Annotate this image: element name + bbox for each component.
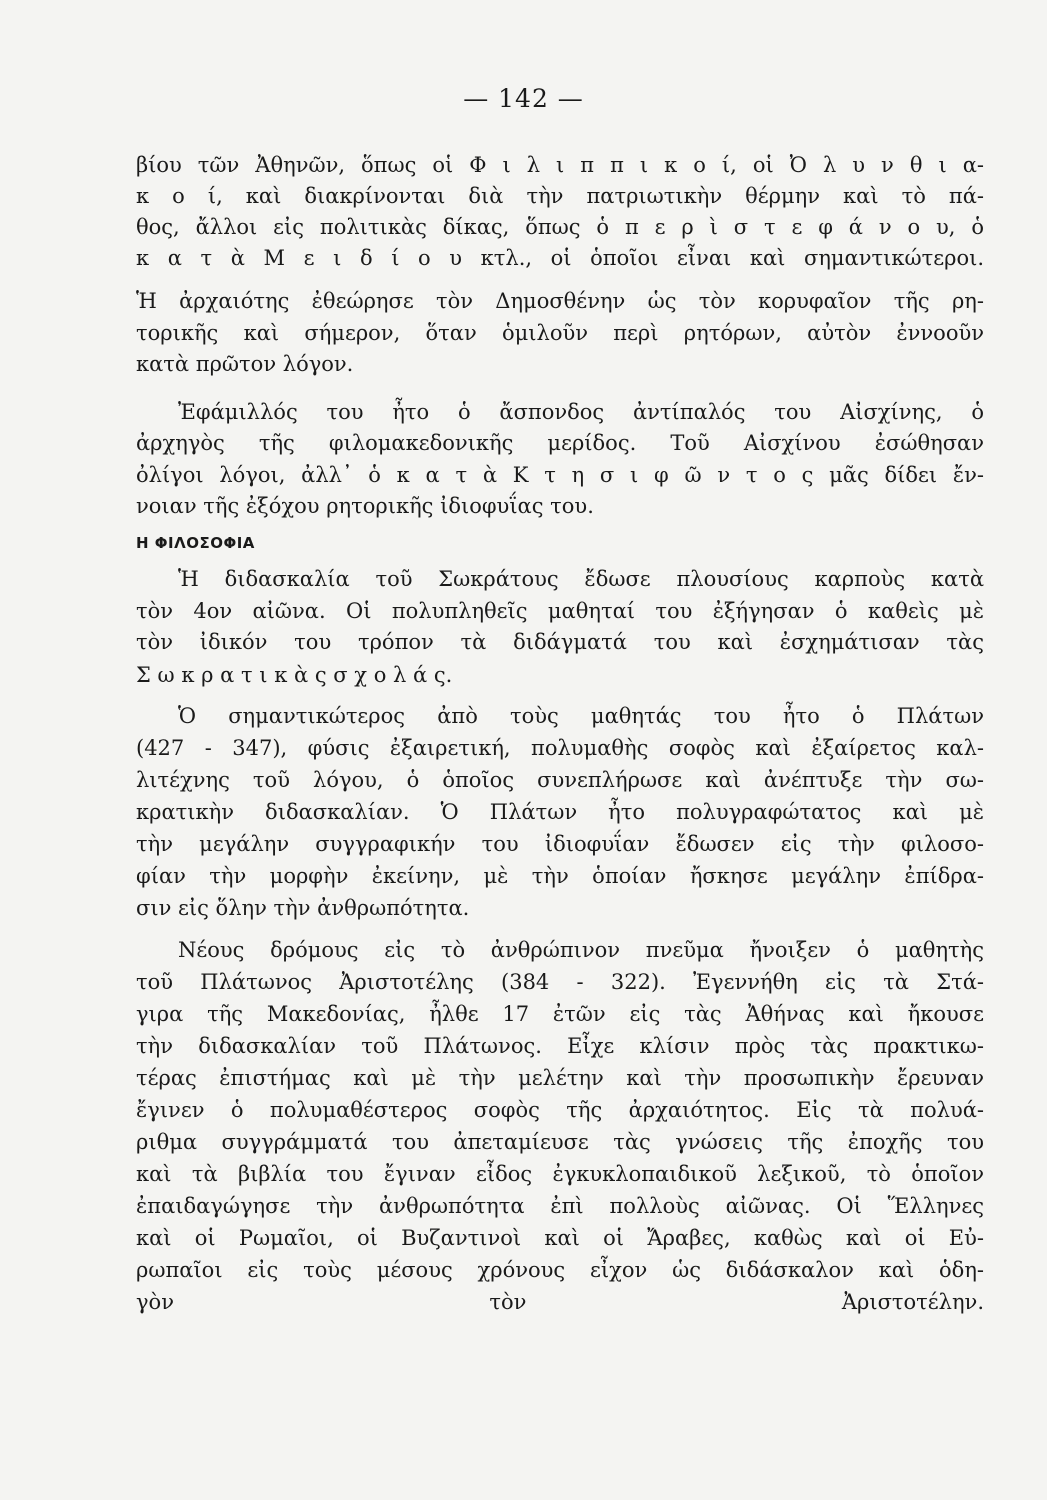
- text-line: Ἡ διδασκαλία τοῦ Σωκράτους ἔδωσε πλουσίους καρποὺς κατὰ: [178, 567, 984, 591]
- text-line: ἀρχηγὸς τῆς φιλομακεδονικῆς μερίδος. Τοῦ Αἰσχίνου ἐσώθησαν: [136, 431, 984, 455]
- text-line: τοῦ Πλάτωνος Ἀριστοτέλης (384 - 322). Ἐγεννήθη εἰς τὰ Στά-: [136, 970, 984, 994]
- text-line: Ὁ σημαντικώτερος ἀπὸ τοὺς μαθητάς του ἦτο ὁ Πλάτων: [178, 704, 984, 728]
- text-line: φίαν τὴν μορφὴν ἐκείνην, μὲ τὴν ὁποίαν ἤσκησε μεγάλην ἐπίδρα-: [136, 864, 984, 888]
- text-line: τὴν διδασκαλίαν τοῦ Πλάτωνος. Εἶχε κλίσιν πρὸς τὰς πρακτικω-: [136, 1034, 984, 1058]
- text-line: γιρα τῆς Μακεδονίας, ἦλθε 17 ἐτῶν εἰς τὰς Ἀθήνας καὶ ἤκουσε: [136, 1002, 984, 1026]
- text-line: Νέους δρόμους εἰς τὸ ἀνθρώπινον πνεῦμα ἤνοιξεν ὁ μαθητὴς: [178, 938, 984, 962]
- text-line: Ἡ ἀρχαιότης ἐθεώρησε τὸν Δημοσθένην ὡς τὸν κορυφαῖον τῆς ρη-: [136, 289, 984, 313]
- text-line: λιτέχνης τοῦ λόγου, ὁ ὁποῖος συνεπλήρωσε καὶ ἀνέπτυξε τὴν σω-: [136, 768, 984, 792]
- text-line: τὴν μεγάλην συγγραφικήν του ἰδιοφυΐαν ἔδωσεν εἰς τὴν φιλοσο-: [136, 832, 984, 856]
- text-line: ἐπαιδαγώγησε τὴν ἀνθρωπότητα ἐπὶ πολλοὺς αἰῶνας. Οἱ Ἕλληνες: [136, 1194, 984, 1218]
- text-line: τέρας ἐπιστήμας καὶ μὲ τὴν μελέτην καὶ τὴν προσωπικὴν ἔρευναν: [136, 1066, 984, 1090]
- page-number: — 142 —: [463, 84, 584, 113]
- text-line: καὶ τὰ βιβλία του ἔγιναν εἶδος ἐγκυκλοπαιδικοῦ λεξικοῦ, τὸ ὁποῖον: [136, 1162, 984, 1186]
- text-line: νοιαν τῆς ἐξόχου ρητορικῆς ἰδιοφυΐας του.: [136, 494, 594, 518]
- text-line: βίου τῶν Ἀθηνῶν, ὅπως οἱ Φ ι λ ι π π ι κ ο ί, οἱ Ὀ λ υ ν θ ι α-: [136, 153, 984, 177]
- text-line: τὸν 4ον αἰῶνα. Οἱ πολυπληθεῖς μαθηταί του ἐξήγησαν ὁ καθεὶς μὲ: [136, 599, 984, 623]
- text-line: (427 - 347), φύσις ἐξαιρετική, πολυμαθὴς σοφὸς καὶ ἐξαίρετος καλ-: [136, 736, 984, 760]
- text-line: κ ο ί, καὶ διακρίνονται διὰ τὴν πατριωτικὴν θέρμην καὶ τὸ πά-: [136, 184, 984, 208]
- text-line: Σ ω κ ρ α τ ι κ ὰ ς σ χ ο λ ά ς.: [136, 663, 453, 687]
- text-line: ἔγινεν ὁ πολυμαθέστερος σοφὸς τῆς ἀρχαιότητος. Εἰς τὰ πολυά-: [136, 1098, 984, 1122]
- text-line: κρατικὴν διδασκαλίαν. Ὁ Πλάτων ἦτο πολυγραφώτατος καὶ μὲ: [136, 800, 984, 824]
- text-line: τὸν ἰδικόν του τρόπον τὰ διδάγματά του καὶ ἐσχημάτισαν τὰς: [136, 630, 984, 654]
- text-line: Ἐφάμιλλός του ἦτο ὁ ἄσπονδος ἀντίπαλός του Αἰσχίνης, ὁ: [178, 400, 984, 424]
- text-line: τορικῆς καὶ σήμερον, ὅταν ὁμιλοῦν περὶ ρητόρων, αὐτὸν ἐννοοῦν: [136, 321, 984, 345]
- text-line: καὶ οἱ Ρωμαῖοι, οἱ Βυζαντινοὶ καὶ οἱ Ἄραβες, καθὼς καὶ οἱ Εὐ-: [136, 1226, 984, 1250]
- text-line: κ α τ ὰ Μ ε ι δ ί ο υ κτλ., οἱ ὁποῖοι εἶναι καὶ σημαντικώτεροι.: [136, 246, 984, 270]
- text-line: ὀλίγοι λόγοι, ἀλλ᾽ ὁ κ α τ ὰ Κ τ η σ ι φ ῶ ν τ ο ς μᾶς δίδει ἔν-: [136, 463, 984, 487]
- text-line: ριθμα συγγράμματά του ἀπεταμίευσε τὰς γνώσεις τῆς ἐποχῆς του: [136, 1130, 984, 1154]
- section-heading: Η ΦΙΛΟΣΟΦΙΑ: [136, 534, 255, 552]
- text-line: ρωπαῖοι εἰς τοὺς μέσους χρόνους εἶχον ὡς διδάσκαλον καὶ ὁδη-: [136, 1258, 984, 1282]
- text-line: θος, ἄλλοι εἰς πολιτικὰς δίκας, ὅπως ὁ π ε ρ ὶ σ τ ε φ ά ν ο υ, ὁ: [136, 215, 984, 239]
- text-line: γὸν τὸν Ἀριστοτέλην.: [136, 1290, 984, 1314]
- text-line: σιν εἰς ὅλην τὴν ἀνθρωπότητα.: [136, 896, 470, 920]
- text-line: κατὰ πρῶτον λόγον.: [136, 352, 354, 376]
